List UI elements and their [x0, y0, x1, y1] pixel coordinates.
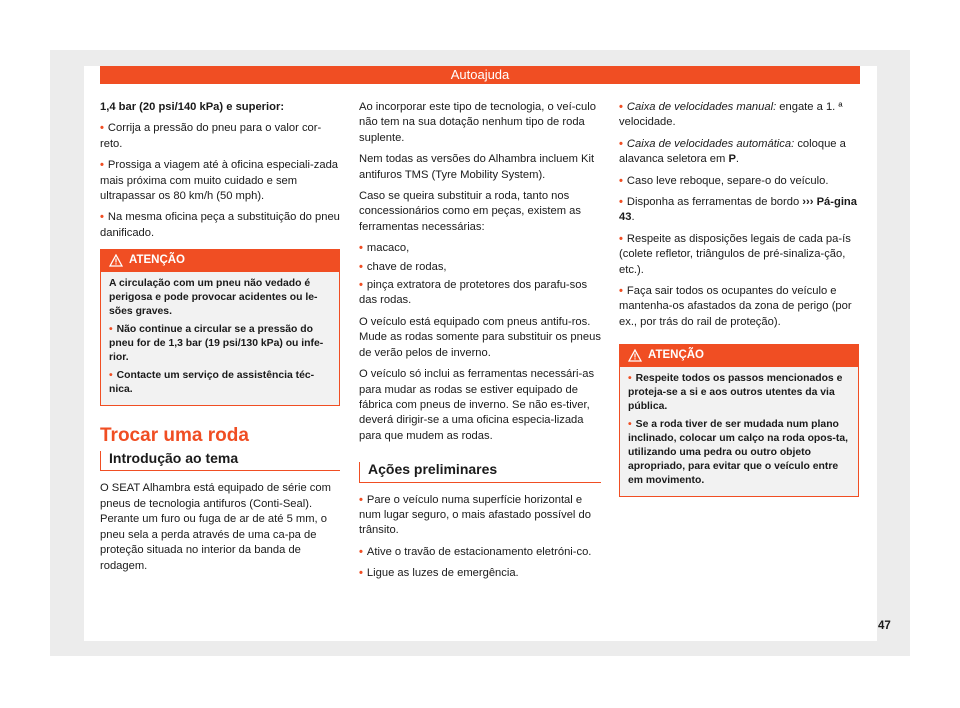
list-item-end: .: [735, 153, 740, 166]
list-item: [619, 100, 859, 131]
list-item: • Respeite as disposições legais de cada pa-ís (colete refletor, triângulos de pré-sinaliza-ção, etc.).: [619, 232, 859, 278]
step-item: • Ative o travão de estacionamento eletróni-co.: [359, 545, 601, 560]
list-item-end: .: [631, 211, 635, 224]
list-item-text: Disponha as ferramentas de bordo: [626, 196, 803, 209]
warning-item: • Não continue a circular se a pressão do pneu for de 1,3 bar (19 psi/130 kPa) ou infe-rior.: [109, 323, 331, 365]
warning-title: ATENÇÃO: [129, 254, 186, 267]
paragraph: O veículo só inclui as ferramentas necessári-as para mudar as rodas se estiver equipado de fábrica com pneus de inverno. Se não es-tiver, deverá dirigir-se a uma oficina especia-lizada para que mudem as rodas.: [359, 368, 595, 442]
warning-header: [620, 345, 858, 366]
list-item: [619, 195, 859, 226]
list-item-label: Caixa de velocidades manual:: [626, 101, 777, 113]
list-item-label: Caixa de velocidades automática:: [626, 137, 795, 150]
column-2: [359, 100, 601, 588]
list-item: [619, 137, 859, 168]
list-item: • Faça sair todos os ocupantes do veículo e mantenha-os afastados da zona de perigo (por ex., por trás do rail de proteção).: [619, 284, 859, 330]
list-item: • Prossiga a viagem até à oficina especiali-zada mais próxima com muito cuidado e sem ultrapassar os 80 km/h (50 mph).: [100, 158, 340, 204]
pressure-heading: 1,4 bar (20 psi/140 kPa) e superior:: [100, 101, 285, 113]
paragraph: Ao incorporar este tipo de tecnologia, o veí-culo não tem na sua dotação nenhum tipo de roda suplente.: [359, 101, 596, 144]
list-item: • Na mesma oficina peça a substituição do pneu danificado.: [100, 210, 340, 241]
list-item: • Caso leve reboque, separe-o do veículo.: [619, 174, 859, 189]
warning-intro: A circulação com um pneu não vedado é perigosa e pode provocar acidentes ou le-sões graves.: [109, 277, 318, 317]
warning-box: [100, 249, 340, 405]
warning-box: [619, 344, 859, 496]
paragraph: O veículo está equipado com pneus antifu-ros. Mude as rodas somente para substituir os pneus de verão pelos de inverno.: [359, 315, 601, 359]
paragraph: Nem todas as versões do Alhambra incluem Kit antifuros TMS (Tyre Mobility System).: [359, 153, 595, 181]
warning-header: [101, 250, 339, 271]
column-3: [619, 100, 859, 497]
step-item: • Ligue as luzes de emergência.: [359, 566, 601, 581]
tool-item: • pinça extratora de protetores dos parafu-sos das rodas.: [359, 278, 601, 309]
intro-paragraph: O SEAT Alhambra está equipado de série com pneus de tecnologia antifuros (Conti-Seal). Perante um furo ou fuga de ar de até 5 mm, o pneu sela a perda através de uma ca-pa de proteção situada no interior da banda de rodagem.: [100, 482, 331, 572]
step-item: • Pare o veículo numa superfície horizontal e num lugar seguro, o mais afastado possível do trânsito.: [359, 493, 601, 539]
page-number: 47: [878, 620, 891, 632]
warning-item: • Respeite todos os passos mencionados e proteja-se a si e aos outros utentes da via pública.: [628, 372, 850, 414]
column-1: [100, 100, 340, 580]
warning-triangle-icon: [109, 254, 123, 267]
list-item: • Corrija a pressão do pneu para o valor cor-reto.: [100, 121, 340, 152]
page-reference-link[interactable]: ››› Pá-gina 43: [619, 196, 857, 224]
warning-title: ATENÇÃO: [648, 349, 705, 362]
paragraph: Caso se queira substituir a roda, tanto nos concessionários como em peças, existem as ferramentas necessárias:: [359, 190, 581, 233]
warning-triangle-icon: [628, 349, 642, 362]
warning-item: • Se a roda tiver de ser mudada num plano inclinado, colocar um calço na roda opos-ta, utilizando uma pedra ou outro objeto apropriado, para evitar que o veículo entre em movimento.: [628, 418, 850, 488]
tool-item: • macaco,: [359, 241, 601, 256]
warning-item: • Contacte um serviço de assistência téc-nica.: [109, 369, 331, 397]
list-item-text: coloque a alavanca seletora em: [619, 137, 846, 166]
tool-item: • chave de rodas,: [359, 260, 601, 275]
section-title: Trocar uma roda: [100, 424, 249, 446]
subsection-title: Introdução ao tema: [100, 451, 340, 471]
chapter-header: Autoajuda: [100, 66, 860, 84]
gear-p: P: [728, 153, 736, 166]
subsection-title: Ações preliminares: [359, 462, 601, 482]
list-item-text: engate a 1. ª velocidade.: [619, 101, 843, 129]
